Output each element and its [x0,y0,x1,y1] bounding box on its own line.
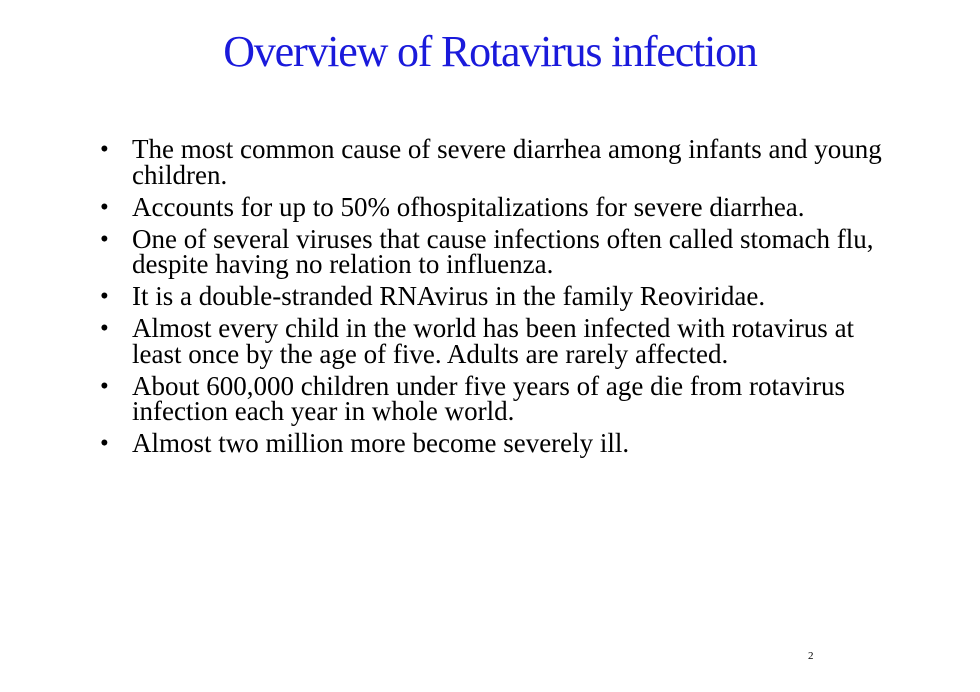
bullet-item [98,223,898,279]
bullet-dot: • [100,315,109,342]
bullet-item [98,134,898,190]
bullet-text: Almost two million more become severely ill. [132,428,630,458]
bullet-text: One of several viruses that cause infections often called stomach flu, despite having no relation to influenza. [132,223,874,279]
bullet-text: Accounts for up to 50% ofhospitalizations for severe diarrhea. [132,191,805,222]
bullet-dot: • [100,225,109,253]
bullet-dot: • [100,193,109,221]
bullet-list [98,134,898,463]
bullet-item [98,313,898,369]
bullet-item [98,281,898,311]
page-number: 2 [808,650,814,662]
bullet-text: About 600,000 children under five years of age die from rotavirus infection each year in whole world. [132,370,846,426]
bullet-dot: • [100,136,109,163]
bullet-item [98,191,898,222]
bullet-text: It is a double-stranded RNAvirus in the family Reoviridae. [132,281,766,311]
bullet-text: The most common cause of severe diarrhea among infants and young children. [132,134,882,190]
bullet-item [98,370,898,426]
slide-title: Overview of Rotavirus infection [223,27,757,76]
bullet-dot: • [100,283,109,310]
bullet-dot: • [100,430,109,457]
bullet-dot: • [100,372,109,400]
bullet-text: Almost every child in the world has been infected with rotavirus at least once by the age of five. Adults are rarely affected. [132,313,855,369]
bullet-item [98,428,898,458]
